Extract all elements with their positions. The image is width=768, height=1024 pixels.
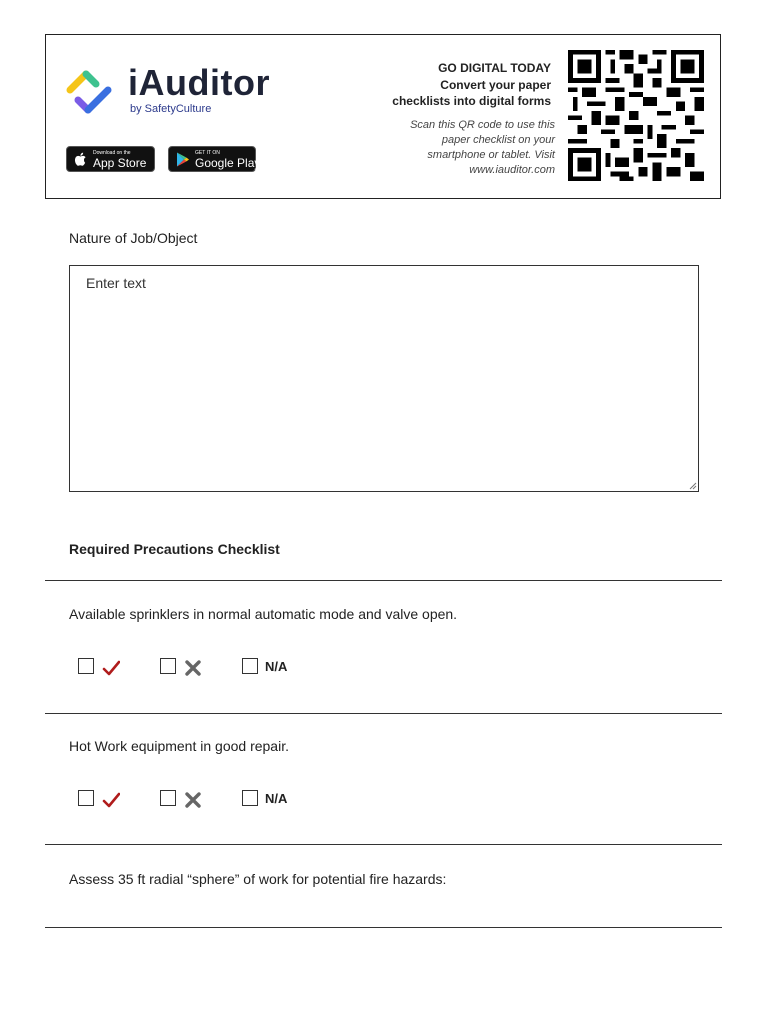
cta-line: Convert your paper <box>440 78 551 92</box>
google-play-icon <box>176 152 190 167</box>
check-icon <box>102 660 120 676</box>
google-play-badge[interactable] <box>168 146 261 172</box>
yes-checkbox[interactable] <box>78 658 94 674</box>
cta-line: checklists into digital forms <box>392 94 551 108</box>
logo-subtitle: by SafetyCulture <box>130 103 212 115</box>
iauditor-banner <box>45 34 721 199</box>
na-label: N/A <box>265 659 288 674</box>
cta-note-line: smartphone or tablet. Visit <box>427 149 555 161</box>
google-play-text: Google Play <box>195 156 261 170</box>
logo-title: iAuditor <box>128 62 270 103</box>
app-store-text: App Store <box>93 156 147 170</box>
no-checkbox[interactable] <box>160 790 176 806</box>
question-text: Assess 35 ft radial “sphere” of work for potential fire hazards: <box>69 871 447 887</box>
section-title: Required Precautions Checklist <box>69 541 280 557</box>
iauditor-logo-icon <box>66 68 118 118</box>
app-store-small-text: Download on the <box>93 150 131 156</box>
cross-icon <box>184 660 202 676</box>
divider <box>45 713 722 714</box>
cta-note-line[interactable]: www.iauditor.com <box>469 164 555 176</box>
cta-note <box>410 118 555 178</box>
na-checkbox[interactable] <box>242 790 258 806</box>
apple-icon <box>74 152 88 167</box>
job-field-label: Nature of Job/Object <box>69 230 198 246</box>
google-play-small-text: GET IT ON <box>195 150 220 156</box>
question-text: Hot Work equipment in good repair. <box>69 738 289 754</box>
question-text: Available sprinklers in normal automatic mode and valve open. <box>69 606 458 622</box>
cta-note-line: Scan this QR code to use this <box>410 119 555 131</box>
cta-note-line: paper checklist on your <box>441 134 555 146</box>
resize-handle-icon[interactable] <box>689 482 697 490</box>
divider <box>45 927 722 928</box>
cta-body <box>392 77 551 109</box>
qr-code-icon[interactable] <box>568 50 704 181</box>
app-store-badge[interactable] <box>66 146 155 172</box>
cta-title: GO DIGITAL TODAY <box>438 61 551 75</box>
no-checkbox[interactable] <box>160 658 176 674</box>
check-icon <box>102 792 120 808</box>
na-checkbox[interactable] <box>242 658 258 674</box>
job-text-placeholder: Enter text <box>86 275 146 291</box>
divider <box>45 580 722 581</box>
na-label: N/A <box>265 791 288 806</box>
cross-icon <box>184 792 202 808</box>
yes-checkbox[interactable] <box>78 790 94 806</box>
divider <box>45 844 722 845</box>
job-text-field[interactable] <box>69 265 699 492</box>
